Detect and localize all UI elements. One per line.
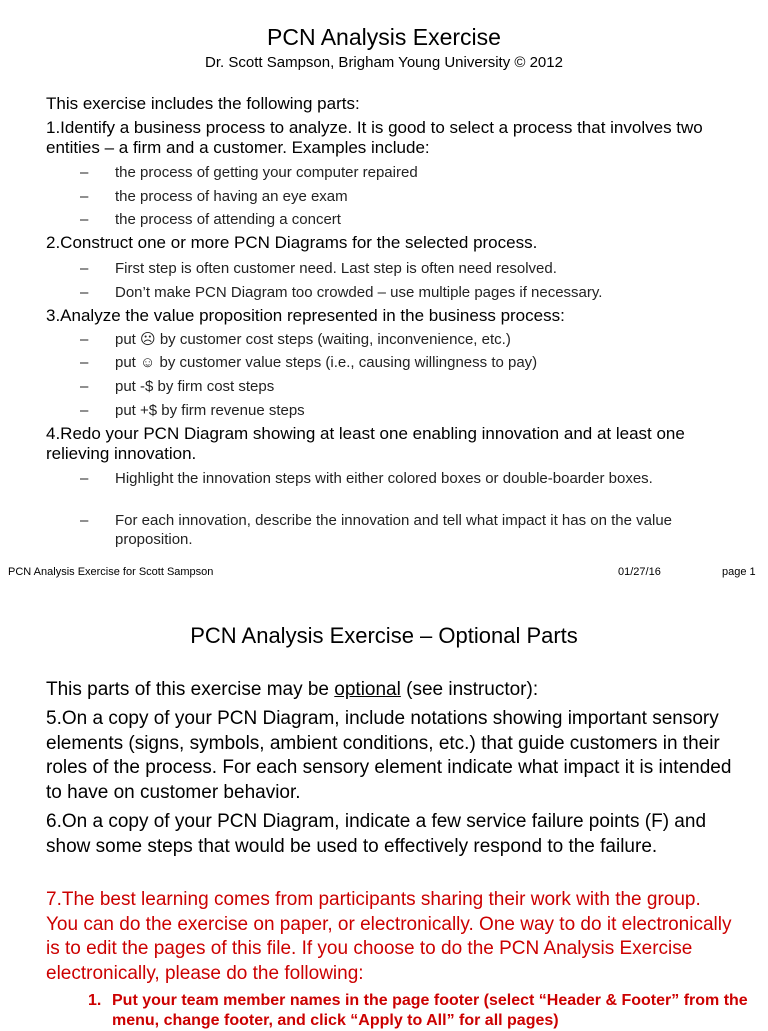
bullet-dash: – bbox=[80, 188, 89, 205]
bullet-item: – Don’t make PCN Diagram too crowded – use multiple pages if necessary. bbox=[80, 284, 603, 301]
page-2-title: PCN Analysis Exercise – Optional Parts bbox=[190, 623, 578, 648]
bullet-dash: – bbox=[80, 164, 89, 181]
bullet-dash: – bbox=[80, 470, 89, 487]
footer-date: 01/27/16 bbox=[618, 566, 661, 578]
bullet-item: – the process of attending a concert bbox=[80, 211, 341, 228]
bullet-dash: – bbox=[80, 402, 89, 419]
optional-intro: This parts of this exercise may be optional (see instructor): bbox=[46, 679, 539, 700]
bullet-dash: – bbox=[80, 378, 89, 395]
footer-label: PCN Analysis Exercise for Scott Sampson bbox=[8, 566, 214, 578]
author-line: Dr. Scott Sampson, Brigham Young University © 2012 bbox=[205, 54, 563, 71]
bullet-item: – the process of getting your computer repaired bbox=[80, 164, 418, 181]
part-5-text: 5.On a copy of your PCN Diagram, include notations showing important sensory elements (signs, symbols, ambient conditions, etc.) that guide customers in their roles of the process. For each sensory element indicate what impact it is intended to have on customer behavior. bbox=[46, 708, 732, 803]
part-7-text: 7.The best learning comes from participants sharing their work with the group. You can do the exercise on paper, or electronically. One way to do it electronically is to edit the pages of this file. If you choose to do the PCN Analysis Exercise electronically, please do the following: bbox=[46, 889, 732, 984]
page-title: PCN Analysis Exercise bbox=[267, 24, 501, 50]
part-2-heading: 2.Construct one or more PCN Diagrams for the selected process. bbox=[46, 233, 538, 252]
bullet-item: – put +$ by firm revenue steps bbox=[80, 402, 305, 419]
footer-page-number: page 1 bbox=[722, 566, 756, 578]
part-7-sub-item: 1. Put your team member names in the page footer (select “Header & Footer” from the menu, change footer, and click “Apply to All” for all pages) bbox=[88, 992, 748, 1029]
bullet-item: – put -$ by firm cost steps bbox=[80, 378, 275, 395]
bullet-item: – put ☺ by customer value steps (i.e., causing willingness to pay) bbox=[80, 354, 538, 371]
bullet-dash: – bbox=[80, 284, 89, 301]
part-1-heading: 1.Identify a business process to analyze. It is good to select a process that involves two entities – a firm and a customer. Examples include: bbox=[46, 118, 703, 157]
bullet-dash: – bbox=[80, 260, 89, 277]
optional-underlined: optional bbox=[334, 679, 401, 700]
bullet-item: – First step is often customer need. Last step is often need resolved. bbox=[80, 260, 557, 277]
bullet-dash: – bbox=[80, 354, 89, 371]
bullet-item: – For each innovation, describe the innovation and tell what impact it has on the value proposition. bbox=[80, 512, 673, 548]
bullet-dash: – bbox=[80, 211, 89, 228]
bullet-item: – put ☹ by customer cost steps (waiting, inconvenience, etc.) bbox=[80, 331, 511, 348]
part-6-text: 6.On a copy of your PCN Diagram, indicate a few service failure points (F) and show some steps that would be used to effectively respond to the failure. bbox=[46, 811, 707, 857]
intro-text: This exercise includes the following parts: bbox=[46, 94, 360, 113]
part-3-heading: 3.Analyze the value proposition represented in the business process: bbox=[46, 306, 565, 325]
bullet-item: – Highlight the innovation steps with either colored boxes or double-boarder boxes. bbox=[80, 470, 653, 487]
bullet-item: – the process of having an eye exam bbox=[80, 188, 348, 205]
bullet-dash: – bbox=[80, 512, 89, 529]
bullet-dash: – bbox=[80, 331, 89, 348]
part-4-heading: 4.Redo your PCN Diagram showing at least one enabling innovation and at least one relieving innovation. bbox=[46, 424, 685, 463]
